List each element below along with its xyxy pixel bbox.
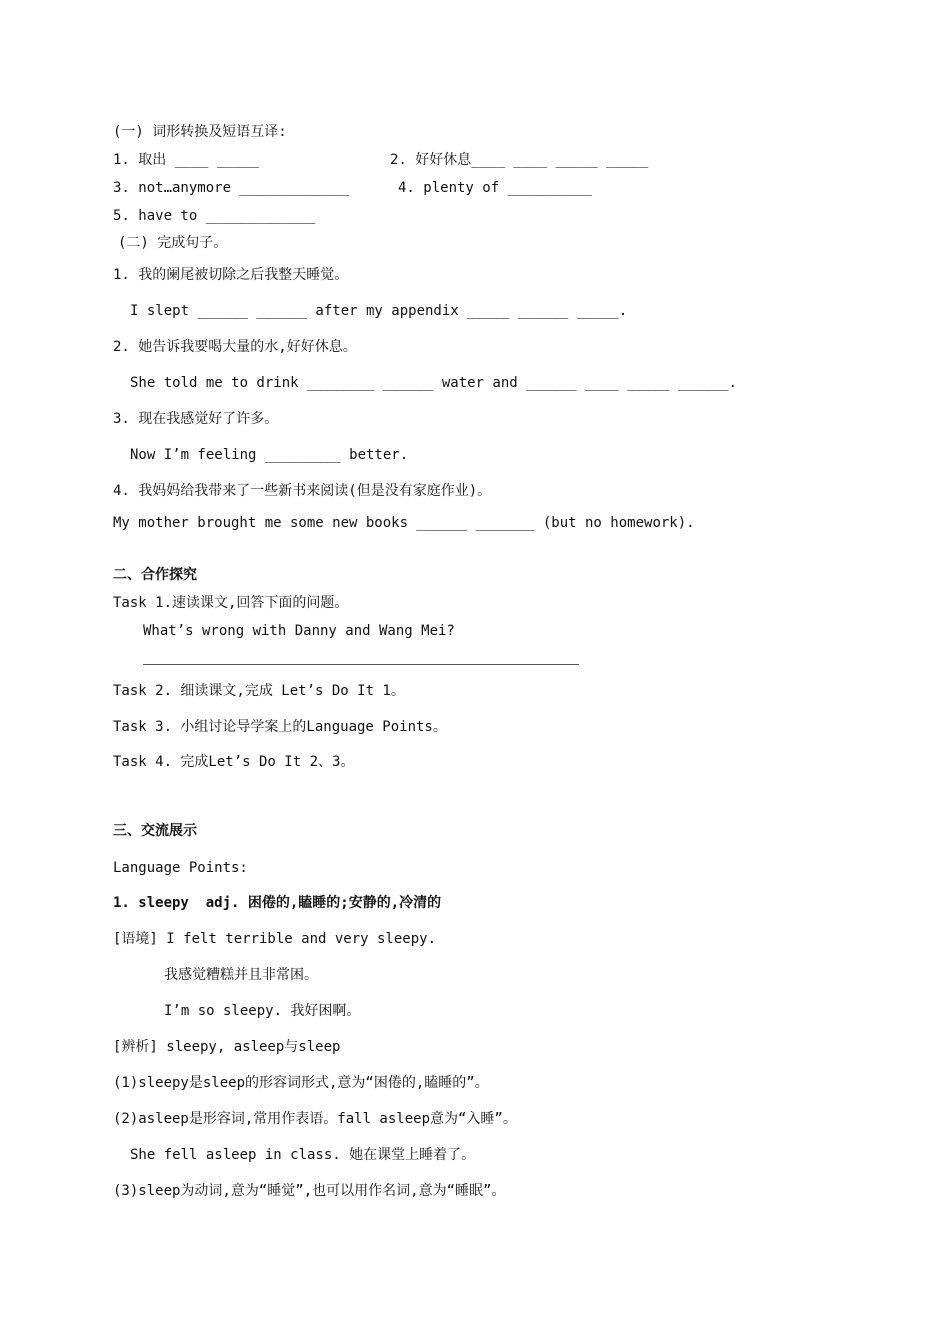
q1-english: I slept ______ ______ after my appendix _____ ______ _____. [130, 303, 628, 319]
exchange-heading: 三、交流展示 [113, 823, 197, 839]
q3-english: Now I’m feeling _________ better. [130, 447, 409, 463]
q3-chinese: 3. 现在我感觉好了许多。 [113, 411, 279, 427]
q2-chinese: 2. 她告诉我要喝大量的水,好好休息。 [113, 339, 357, 355]
point-1: 1. sleepy adj. 困倦的,瞌睡的;安静的,冷清的 [113, 895, 442, 911]
q1-chinese: 1. 我的阑尾被切除之后我整天睡觉。 [113, 267, 349, 283]
context-line: [语境] I felt terrible and very sleepy. [113, 931, 437, 947]
analysis-3: (3)sleep为动词,意为“睡觉”,也可以用作名词,意为“睡眠”。 [113, 1183, 506, 1199]
context-example: I’m so sleepy. 我好困啊。 [164, 1003, 361, 1019]
q2-english: She told me to drink ________ ______ water and ______ ____ _____ ______. [130, 375, 737, 391]
section2-heading: (二) 完成句子。 [118, 235, 228, 251]
section1-item-3: 3. not…anymore _____________ [113, 180, 350, 196]
task-3: Task 3. 小组讨论导学案上的Language Points。 [113, 719, 447, 735]
context-translation: 我感觉糟糕并且非常困。 [164, 967, 318, 983]
analysis-2: (2)asleep是形容词,常用作表语。fall asleep意为“入睡”。 [113, 1111, 517, 1127]
task-1: Task 1.速读课文,回答下面的问题。 [113, 595, 349, 611]
q4-english: My mother brought me some new books ______ _______ (but no homework). [113, 515, 695, 531]
section1-item-5: 5. have to _____________ [113, 208, 316, 224]
section1-heading: (一) 词形转换及短语互译: [113, 124, 287, 140]
answer-line [143, 664, 579, 665]
task-4: Task 4. 完成Let’s Do It 2、3。 [113, 754, 355, 770]
analysis-2-example: She fell asleep in class. 她在课堂上睡着了。 [130, 1147, 476, 1163]
analysis-line: [辨析] sleepy, asleep与sleep [113, 1039, 341, 1055]
section1-item-1: 1. 取出 ____ _____ [113, 152, 260, 168]
q4-chinese: 4. 我妈妈给我带来了一些新书来阅读(但是没有家庭作业)。 [113, 483, 492, 499]
language-points-title: Language Points: [113, 860, 248, 876]
cooperation-heading: 二、合作探究 [113, 567, 197, 583]
analysis-1: (1)sleepy是sleep的形容词形式,意为“困倦的,瞌睡的”。 [113, 1075, 489, 1091]
task-1-question: What’s wrong with Danny and Wang Mei? [143, 623, 455, 639]
section1-item-2: 2. 好好休息____ ____ _____ _____ [390, 152, 649, 168]
task-2: Task 2. 细读课文,完成 Let’s Do It 1。 [113, 683, 405, 699]
section1-item-4: 4. plenty of __________ [398, 180, 592, 196]
